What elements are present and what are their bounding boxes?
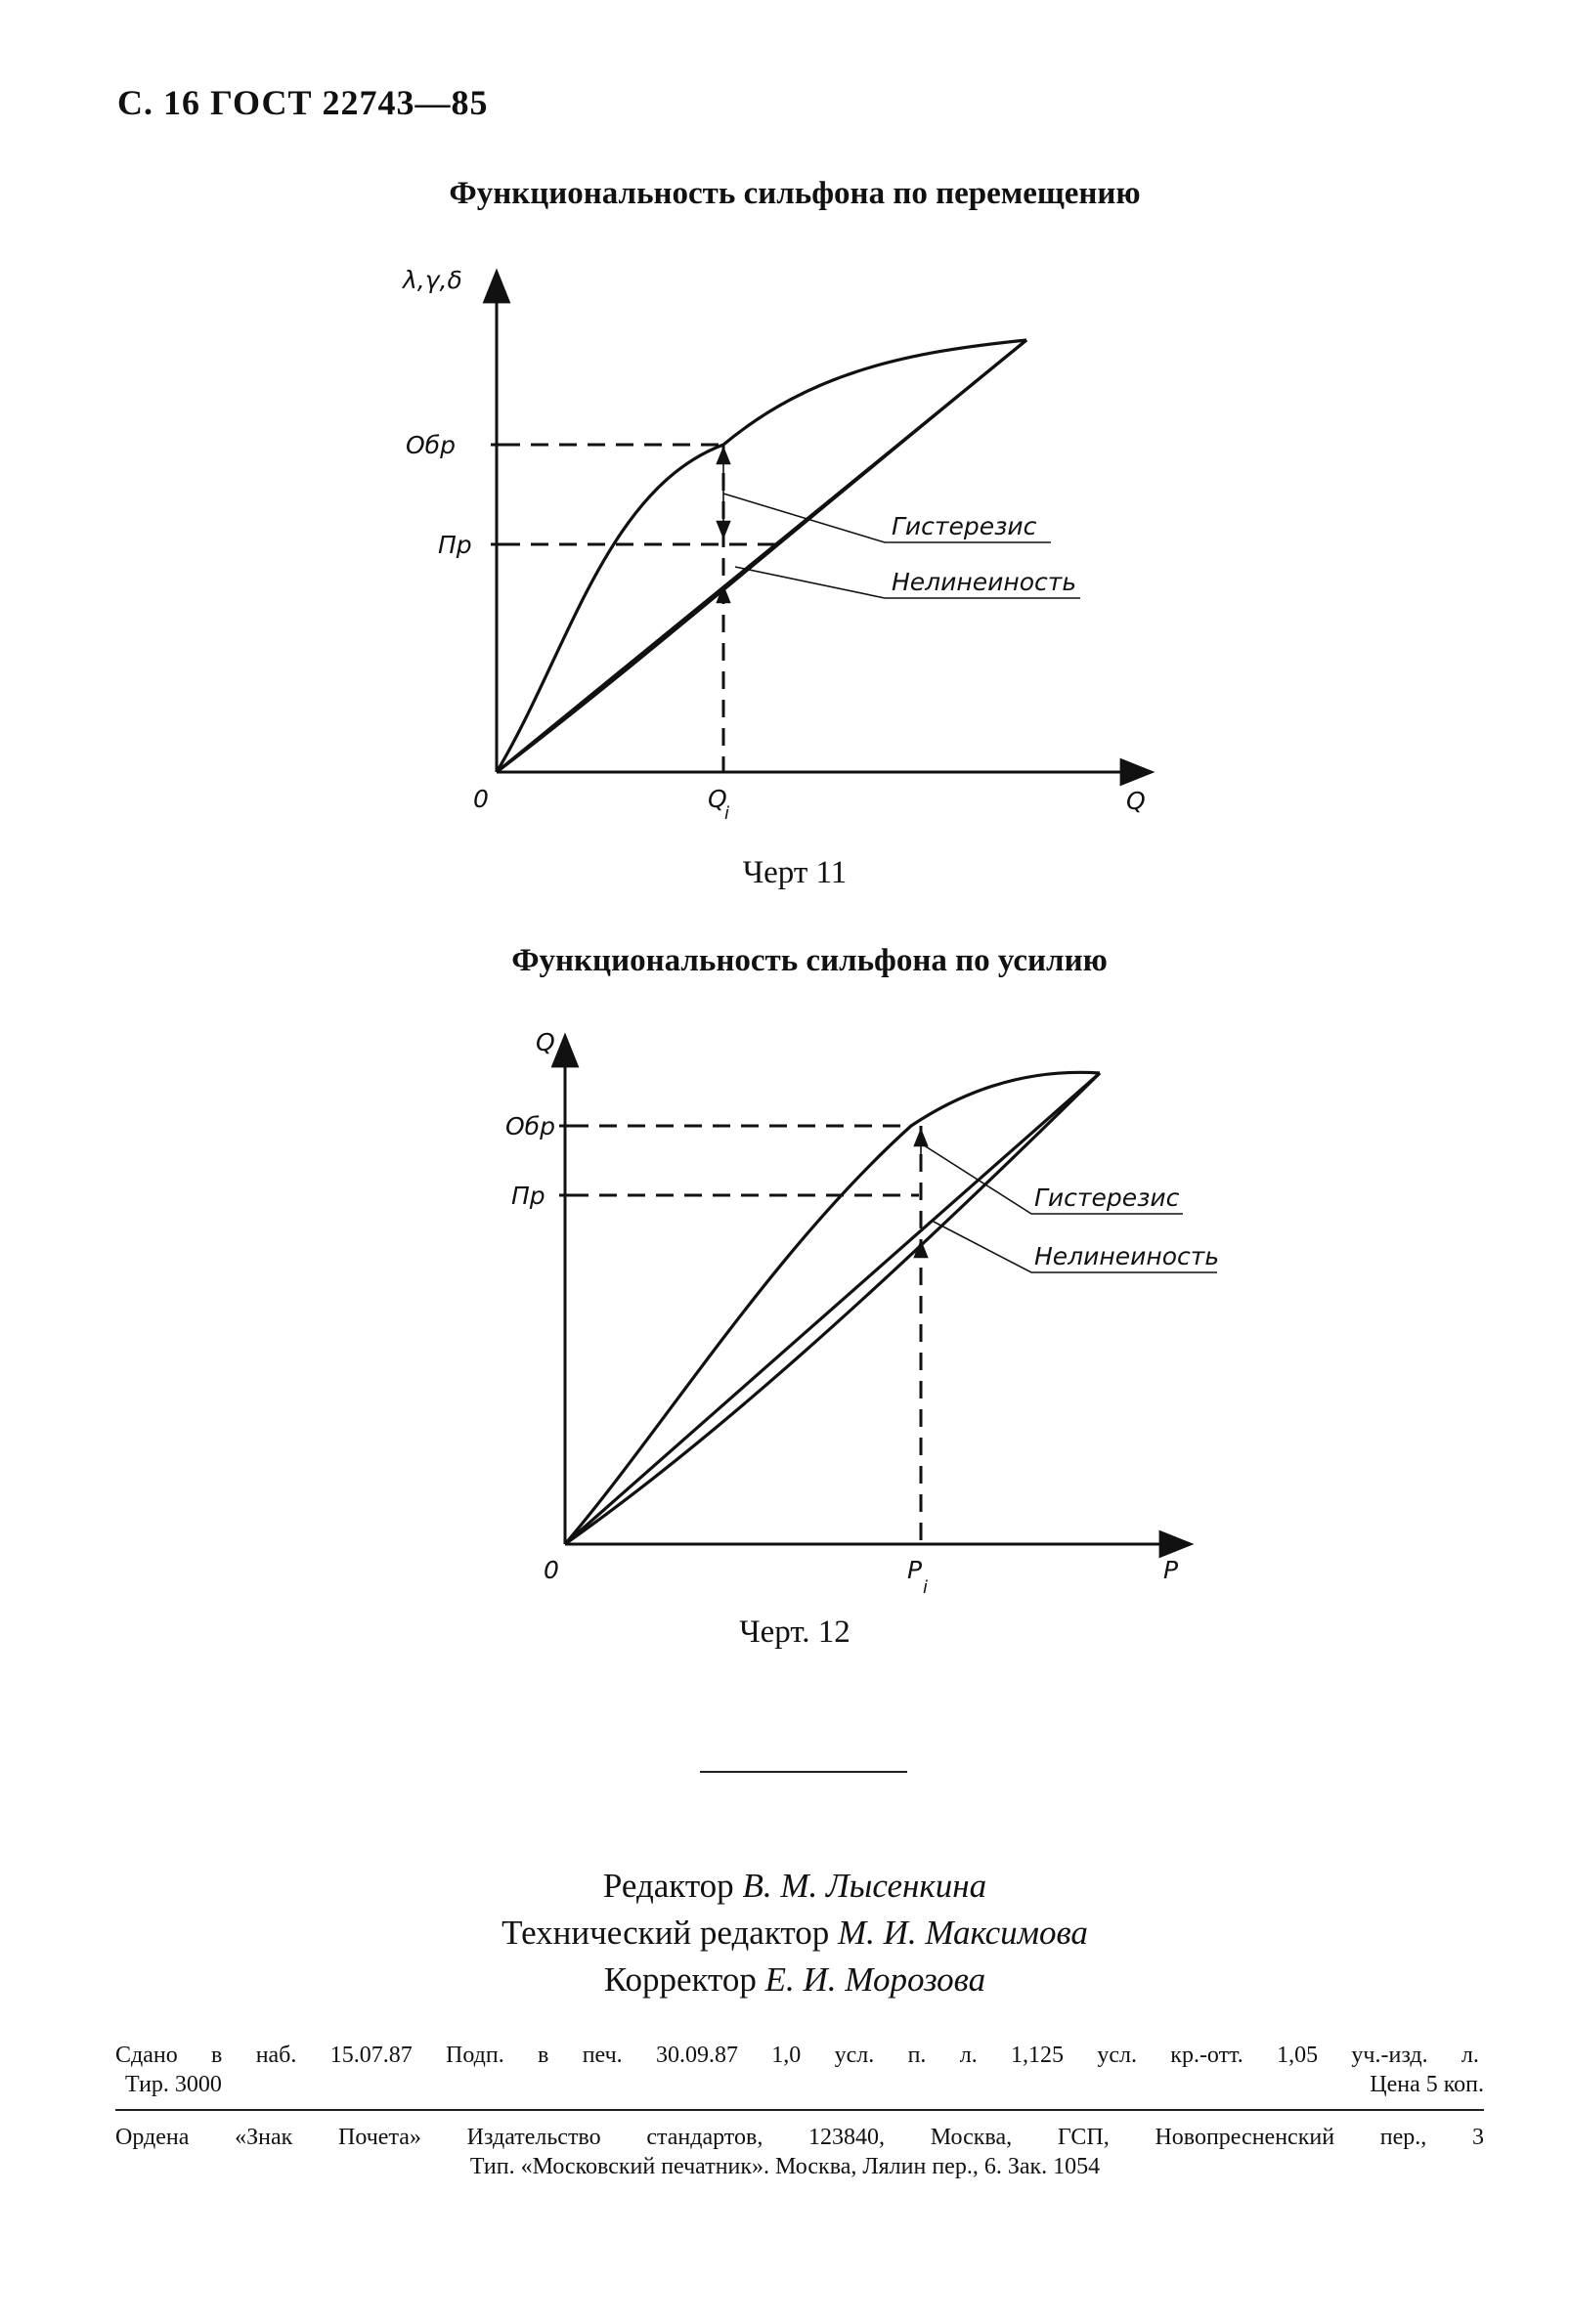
hysteresis-label: Гистерезис xyxy=(892,512,1037,540)
imprint-word: 1,125 xyxy=(1011,2043,1065,2068)
y-mark-lower: Пр xyxy=(438,531,472,559)
imprint-word: кр.-отт. xyxy=(1170,2043,1243,2068)
imprint-word: л. xyxy=(959,2043,978,2068)
credit-editor xyxy=(10,1867,1570,1906)
hysteresis-label: Гистерезис xyxy=(1034,1184,1180,1212)
x-axis-label: P xyxy=(1163,1556,1179,1584)
page-header: С. 16 ГОСТ 22743—85 xyxy=(117,83,489,122)
imprint-word: в xyxy=(538,2043,549,2068)
imprint-word: усл. xyxy=(834,2043,875,2068)
imprint-word: л. xyxy=(1461,2043,1479,2068)
figure-11-caption: Черт 11 xyxy=(742,855,848,890)
origin-label: 0 xyxy=(544,1556,559,1584)
x-mark-subscript: i xyxy=(923,1577,929,1598)
y-mark-upper: Обр xyxy=(505,1112,555,1140)
x-axis-label: Q xyxy=(1126,787,1146,815)
y-mark-upper: Обр xyxy=(406,431,456,459)
imprint-word: уч.-изд. xyxy=(1351,2043,1428,2068)
imprint-printer: Тип. «Московский печатник». Москва, Лялин пер., 6. Зак. 1054 xyxy=(469,2154,1101,2179)
editor-name: В. М. Лысенкина xyxy=(742,1867,987,1905)
y-axis-label: λ,γ,δ xyxy=(403,266,462,294)
imprint-production-line xyxy=(115,2043,1479,2069)
editor-role: Редактор xyxy=(602,1867,734,1905)
corrector-role: Корректор xyxy=(603,1960,757,1999)
figure-12-diagram xyxy=(0,1007,1570,1603)
x-mark: Q xyxy=(708,785,727,813)
figure-11-diagram xyxy=(0,244,1570,840)
credit-tech-editor xyxy=(10,1914,1570,1953)
tech-editor-role: Технический редактор xyxy=(502,1914,830,1952)
imprint-word: усл. xyxy=(1097,2043,1137,2068)
imprint-word: 1,0 xyxy=(771,2043,802,2068)
section-divider xyxy=(700,1771,907,1773)
figure-12-caption: Черт. 12 xyxy=(739,1614,850,1650)
credit-corrector xyxy=(10,1960,1570,2000)
imprint-word: 30.09.87 xyxy=(655,2043,738,2068)
imprint-print-run: Тир. 3000 xyxy=(125,2072,222,2097)
straight-line xyxy=(565,1073,1100,1544)
x-mark-subscript: i xyxy=(724,803,730,824)
corrector-name: Е. И. Морозова xyxy=(764,1960,986,1999)
imprint-word: 1,05 xyxy=(1277,2043,1319,2068)
nonlinearity-label: Нелинеиность xyxy=(1034,1242,1220,1270)
imprint-word: Сдано xyxy=(115,2043,178,2068)
tech-editor-name: М. И. Максимова xyxy=(837,1914,1088,1952)
x-mark: P xyxy=(907,1556,923,1584)
y-mark-lower: Пр xyxy=(511,1182,545,1210)
imprint-word: 15.07.87 xyxy=(329,2043,413,2068)
figure-12-title: Функциональность сильфона по усилию xyxy=(511,943,1108,978)
imprint-word: в xyxy=(211,2043,223,2068)
imprint-publisher: Ордена «Знак Почета» Издательство стандартов, 123840, Москва, ГСП, Новопресненский пер., 3 xyxy=(115,2125,1484,2150)
straight-line xyxy=(497,340,1026,772)
imprint-word: Подп. xyxy=(446,2043,504,2068)
figure-11-title: Функциональность сильфона по перемещению xyxy=(449,176,1141,211)
y-axis-label: Q xyxy=(536,1028,555,1056)
imprint-price: Цена 5 коп. xyxy=(1370,2072,1484,2097)
imprint-rule xyxy=(115,2109,1484,2111)
imprint-word: печ. xyxy=(582,2043,623,2068)
imprint-word: п. xyxy=(907,2043,927,2068)
imprint-word: наб. xyxy=(255,2043,297,2068)
origin-label: 0 xyxy=(473,785,489,813)
nonlinearity-label: Нелинеиность xyxy=(892,568,1077,596)
